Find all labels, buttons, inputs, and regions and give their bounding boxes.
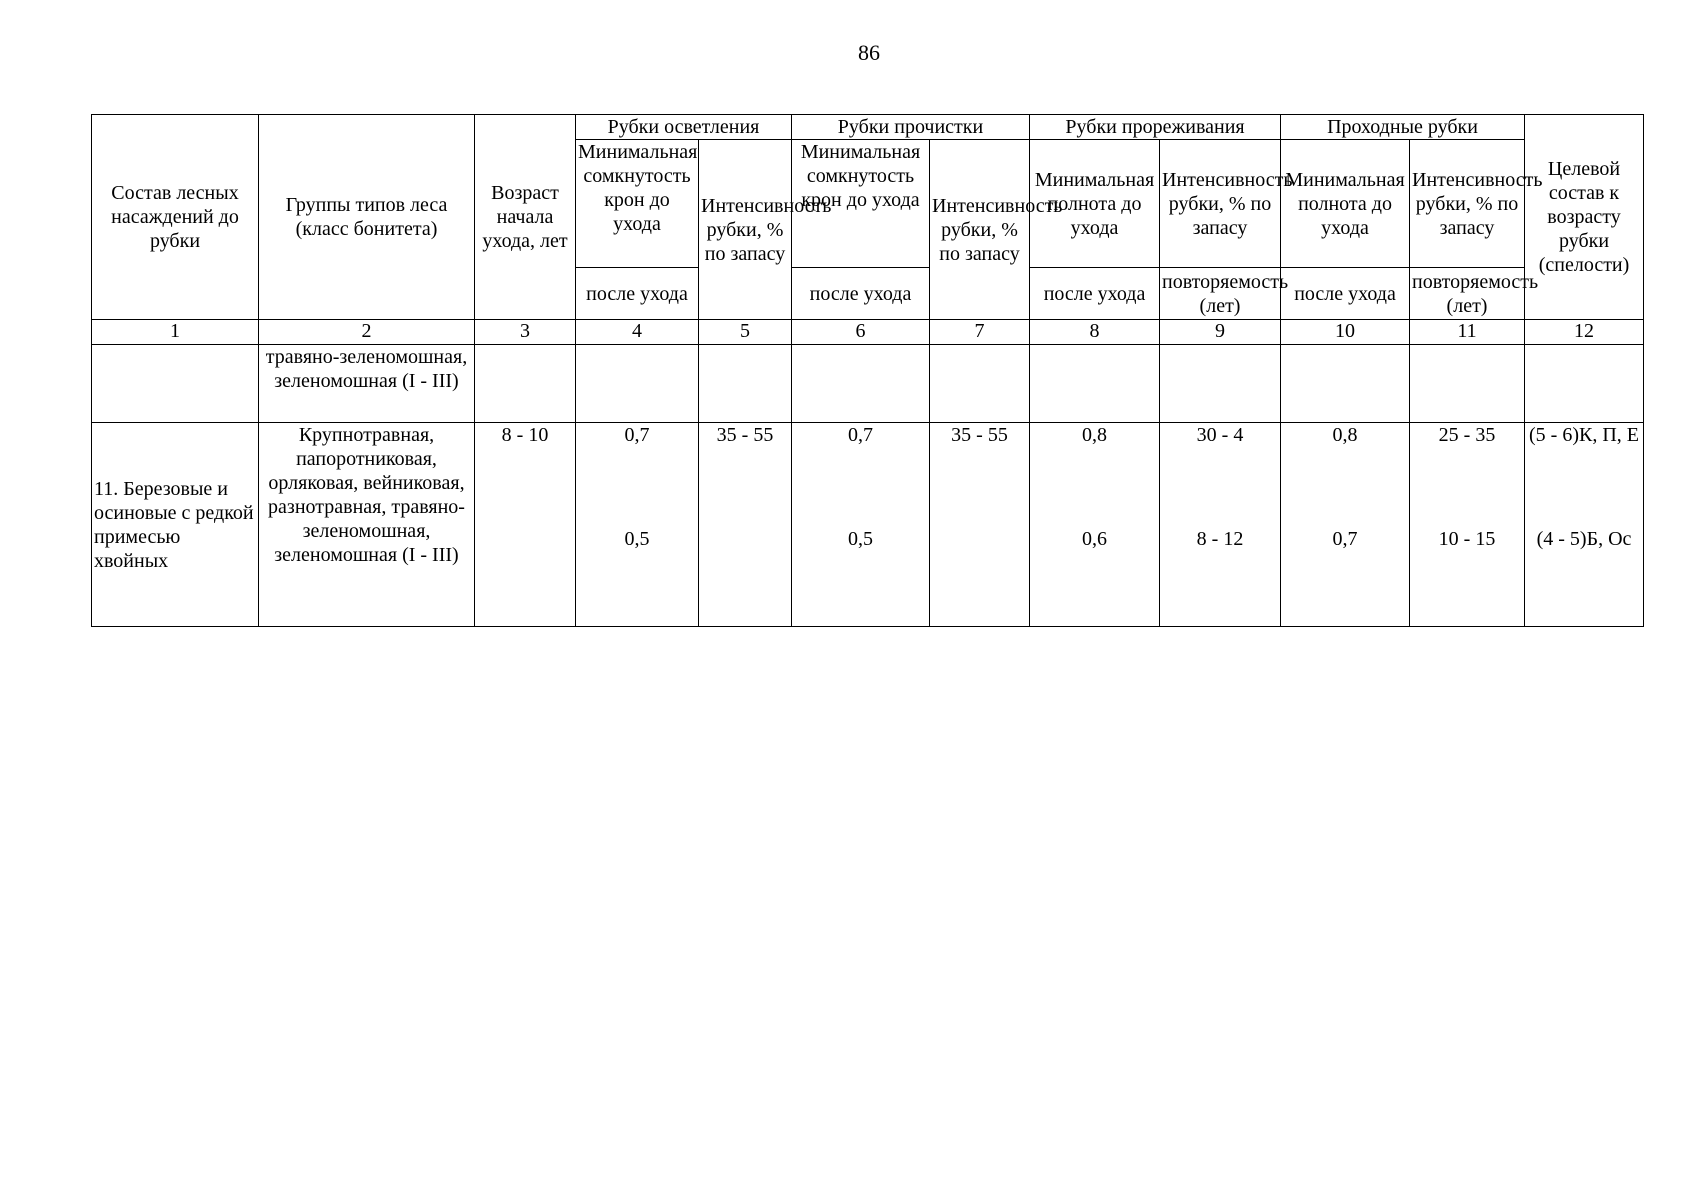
- value-intensity: 25 - 35: [1438, 424, 1496, 446]
- value-before: 0,8: [1082, 424, 1108, 446]
- cell-forest-type: травяно-зеленомошная, зеленомошная (I - III): [259, 345, 475, 423]
- cell-empty: [1030, 345, 1160, 423]
- cell-start-age: [475, 423, 576, 627]
- header-g4-repeat: повторяемость (лет): [1410, 268, 1525, 320]
- cell-target-composition: [1525, 423, 1644, 627]
- value-after: 0,6: [1082, 528, 1108, 550]
- cell-empty: [1160, 345, 1281, 423]
- cell-composition: 11. Березовые и осиновые с редкой примесью хвойных: [92, 423, 259, 627]
- header-composition: Состав лесных насаждений до рубки: [92, 115, 259, 320]
- table-row: [92, 423, 1644, 627]
- header-g2-after: после ухода: [792, 268, 930, 320]
- cell-g1-density: [576, 423, 699, 627]
- header-g2-min-density: Минимальная сомкнутость крон до ухода: [792, 140, 930, 268]
- header-g3-intensity: Интенсивность рубки, % по запасу: [1160, 140, 1281, 268]
- value-start-age: 8 - 10: [501, 424, 549, 446]
- value-target-conifer: (5 - 6)К, П, Е: [1529, 424, 1639, 446]
- header-start-age: Возраст начала ухода, лет: [475, 115, 576, 320]
- header-group-thinning: Рубки прореживания: [1030, 115, 1281, 140]
- value-after: 0,7: [1332, 528, 1358, 550]
- col-number: 2: [259, 320, 475, 345]
- forest-care-table: [91, 114, 1644, 627]
- col-number: 10: [1281, 320, 1410, 345]
- value-before: 0,8: [1332, 424, 1358, 446]
- cell-empty: [1410, 345, 1525, 423]
- column-number-row: [92, 320, 1644, 345]
- value-target-deciduous: (4 - 5)Б, Ос: [1536, 528, 1632, 550]
- header-g1-intensity: Интенсивность рубки, % по запасу: [699, 140, 792, 320]
- header-g4-after: после ухода: [1281, 268, 1410, 320]
- cell-empty: [1281, 345, 1410, 423]
- cell-composition: [92, 345, 259, 423]
- cell-empty: [930, 345, 1030, 423]
- cell-g4-intensity: [1410, 423, 1525, 627]
- header-g2-intensity: Интенсивность рубки, % по запасу: [930, 140, 1030, 320]
- page-number: 86: [858, 40, 880, 65]
- header-group-passage: Проходные рубки: [1281, 115, 1525, 140]
- cell-g3-intensity: [1160, 423, 1281, 627]
- value-after: 0,5: [624, 528, 650, 550]
- header-g4-min-stocking: Минимальная полнота до ухода: [1281, 140, 1410, 268]
- cell-empty: [1525, 345, 1644, 423]
- col-number: 11: [1410, 320, 1525, 345]
- col-number: 9: [1160, 320, 1281, 345]
- value-before: 0,7: [624, 424, 650, 446]
- col-number: 4: [576, 320, 699, 345]
- header-target-composition: Целевой состав к возрасту рубки (спелости): [1525, 115, 1644, 320]
- header-g1-min-density: Минимальная сомкнутость крон до ухода: [576, 140, 699, 268]
- cell-empty: [699, 345, 792, 423]
- col-number: 7: [930, 320, 1030, 345]
- header-group-lightening: Рубки осветления: [576, 115, 792, 140]
- cell-empty: [576, 345, 699, 423]
- col-number: 12: [1525, 320, 1644, 345]
- cell-g3-stocking: [1030, 423, 1160, 627]
- cell-forest-type: Крупнотравная, папоротниковая, орляковая, вейниковая, разнотравная, травяно-зеленомошная, зеленомошная (I - III): [259, 423, 475, 627]
- cell-g4-stocking: [1281, 423, 1410, 627]
- value-intensity: 30 - 4: [1196, 424, 1244, 446]
- cell-empty: [792, 345, 930, 423]
- value-repeat: 8 - 12: [1196, 528, 1244, 550]
- header-g4-intensity: Интенсивность рубки, % по запасу: [1410, 140, 1525, 268]
- cell-empty: [475, 345, 576, 423]
- cell-g1-intensity: 35 - 55: [699, 423, 792, 627]
- col-number: 1: [92, 320, 259, 345]
- header-g3-after: после ухода: [1030, 268, 1160, 320]
- header-g3-repeat: повторяемость (лет): [1160, 268, 1281, 320]
- value-before: 0,7: [848, 424, 873, 446]
- col-number: 6: [792, 320, 930, 345]
- header-g1-after: после ухода: [576, 268, 699, 320]
- table-row: [92, 345, 1644, 423]
- header-g3-min-stocking: Минимальная полнота до ухода: [1030, 140, 1160, 268]
- header-forest-type: Группы типов леса (класс бонитета): [259, 115, 475, 320]
- col-number: 8: [1030, 320, 1160, 345]
- header-group-cleaning: Рубки прочистки: [792, 115, 1030, 140]
- value-after: 0,5: [848, 528, 873, 550]
- cell-g2-density: [792, 423, 930, 627]
- col-number: 3: [475, 320, 576, 345]
- col-number: 5: [699, 320, 792, 345]
- cell-g2-intensity: 35 - 55: [930, 423, 1030, 627]
- value-repeat: 10 - 15: [1438, 528, 1496, 550]
